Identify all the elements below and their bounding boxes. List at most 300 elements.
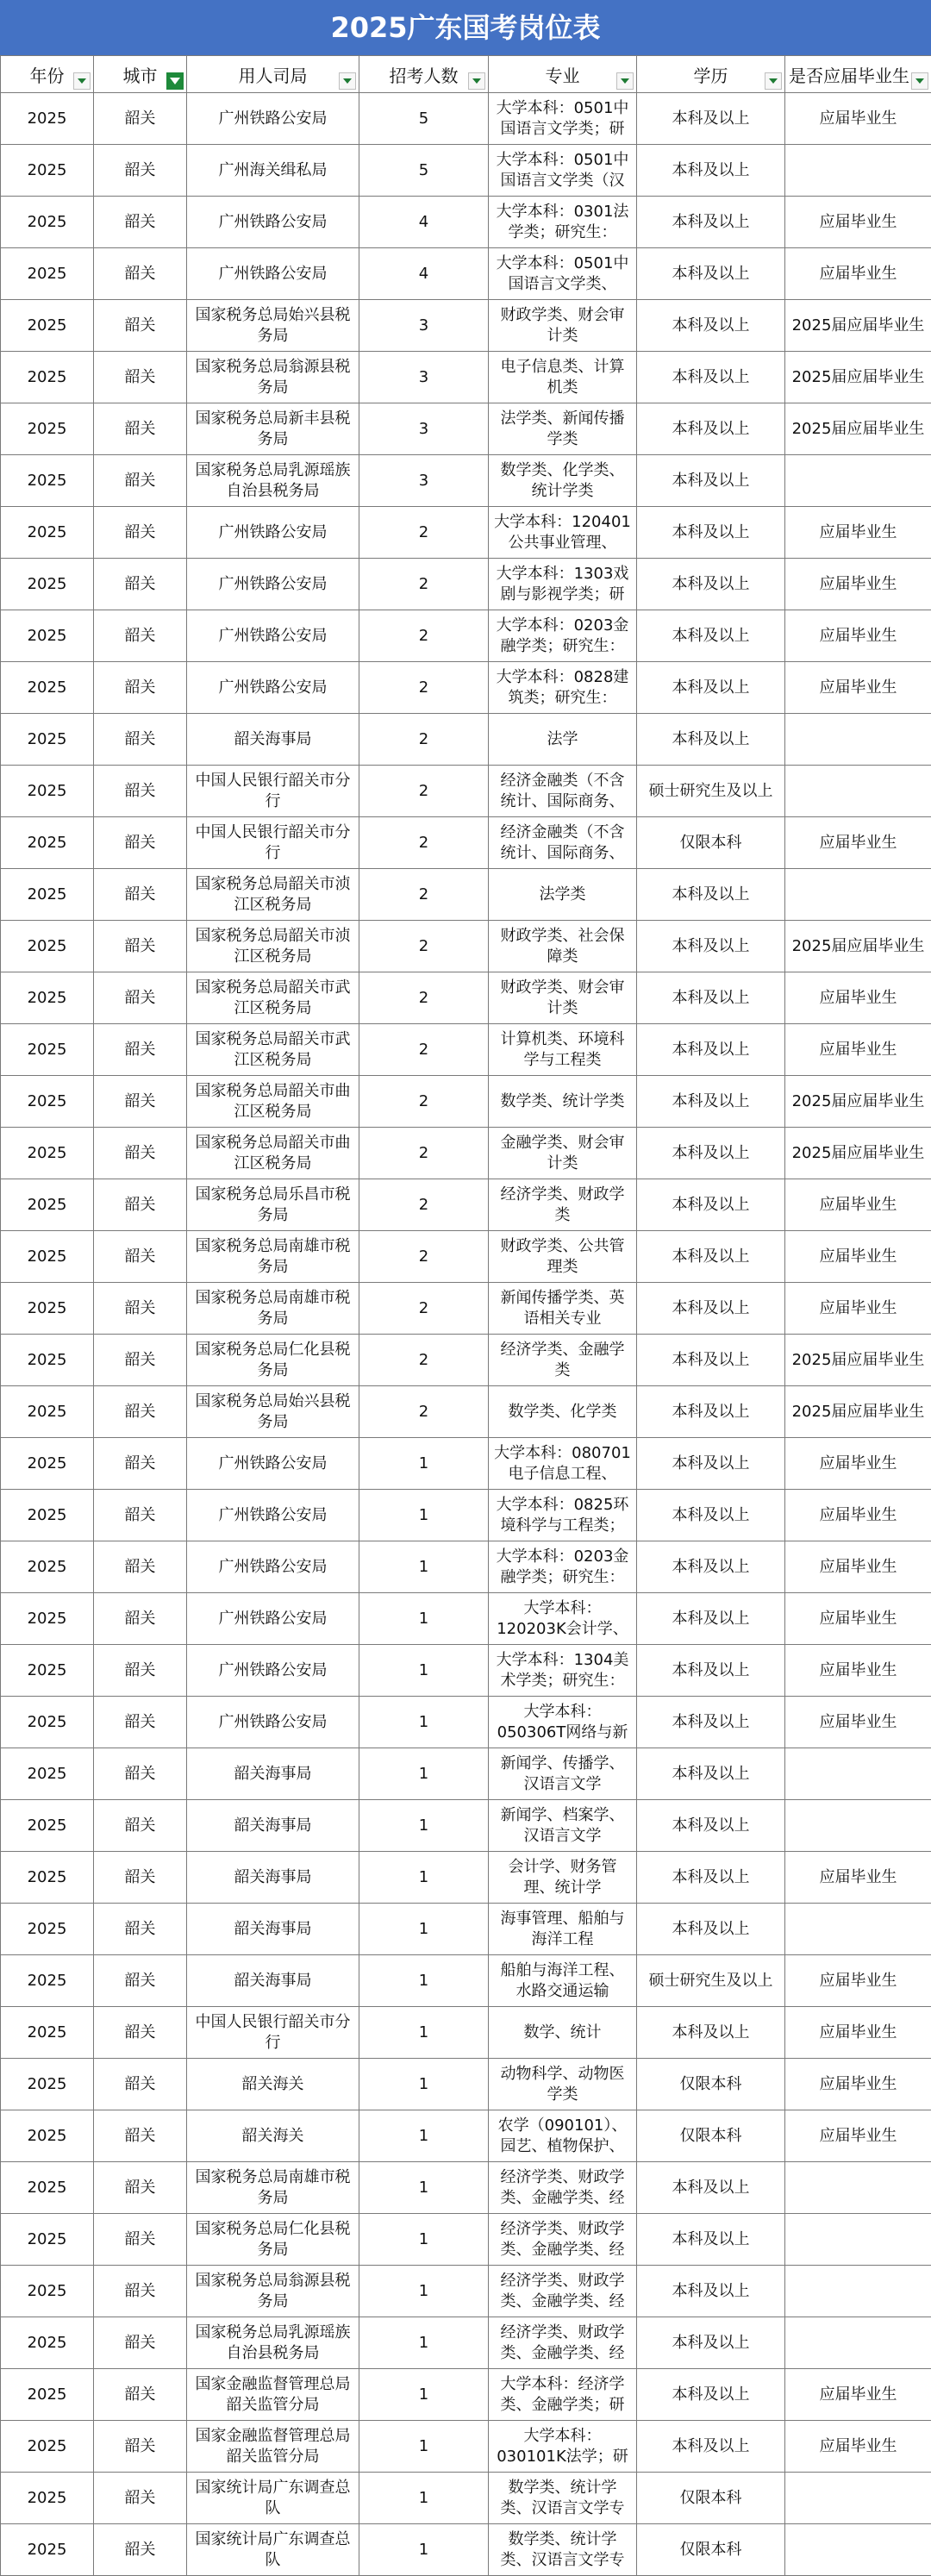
department-cell[interactable] bbox=[187, 1283, 359, 1335]
year-cell[interactable]: 2025 bbox=[1, 2059, 94, 2110]
year-cell[interactable]: 2025 bbox=[1, 714, 94, 766]
department-cell[interactable] bbox=[187, 197, 359, 248]
fresh-graduate-cell[interactable]: 应届毕业生 bbox=[785, 610, 931, 662]
education-cell[interactable]: 本科及以上 bbox=[637, 1748, 785, 1800]
city-cell[interactable]: 韶关 bbox=[94, 2317, 187, 2369]
fresh-graduate-cell[interactable]: 2025届应届毕业生 bbox=[785, 352, 931, 403]
year-cell[interactable]: 2025 bbox=[1, 197, 94, 248]
fresh-graduate-cell[interactable]: 2025届应届毕业生 bbox=[785, 1128, 931, 1179]
education-cell[interactable]: 本科及以上 bbox=[637, 972, 785, 1024]
education-cell[interactable]: 本科及以上 bbox=[637, 2266, 785, 2317]
fresh-graduate-cell[interactable]: 应届毕业生 bbox=[785, 1438, 931, 1490]
fresh-graduate-cell[interactable]: 应届毕业生 bbox=[785, 972, 931, 1024]
fresh-graduate-cell[interactable]: 应届毕业生 bbox=[785, 197, 931, 248]
year-cell[interactable]: 2025 bbox=[1, 1335, 94, 1386]
department-cell[interactable] bbox=[187, 921, 359, 972]
headcount-cell[interactable]: 1 bbox=[359, 1800, 489, 1852]
year-cell[interactable]: 2025 bbox=[1, 610, 94, 662]
headcount-cell[interactable]: 1 bbox=[359, 1490, 489, 1541]
major-cell[interactable] bbox=[489, 403, 637, 455]
city-cell[interactable]: 韶关 bbox=[94, 714, 187, 766]
department-cell[interactable] bbox=[187, 1541, 359, 1593]
city-cell[interactable]: 韶关 bbox=[94, 507, 187, 559]
headcount-cell[interactable]: 1 bbox=[359, 2214, 489, 2266]
department-cell[interactable] bbox=[187, 610, 359, 662]
fresh-graduate-cell[interactable]: 2025届应届毕业生 bbox=[785, 1076, 931, 1128]
fresh-graduate-cell[interactable]: 应届毕业生 bbox=[785, 2110, 931, 2162]
city-cell[interactable]: 韶关 bbox=[94, 403, 187, 455]
city-cell[interactable]: 韶关 bbox=[94, 610, 187, 662]
department-cell[interactable] bbox=[187, 869, 359, 921]
city-cell[interactable]: 韶关 bbox=[94, 1438, 187, 1490]
city-cell[interactable]: 韶关 bbox=[94, 145, 187, 197]
fresh-graduate-cell[interactable] bbox=[785, 1748, 931, 1800]
city-cell[interactable]: 韶关 bbox=[94, 2421, 187, 2473]
year-cell[interactable]: 2025 bbox=[1, 1904, 94, 1955]
year-cell[interactable]: 2025 bbox=[1, 248, 94, 300]
year-cell[interactable]: 2025 bbox=[1, 2421, 94, 2473]
city-cell[interactable]: 韶关 bbox=[94, 1697, 187, 1748]
city-cell[interactable]: 韶关 bbox=[94, 2162, 187, 2214]
headcount-cell[interactable]: 4 bbox=[359, 197, 489, 248]
fresh-graduate-cell[interactable]: 应届毕业生 bbox=[785, 1490, 931, 1541]
education-cell[interactable]: 本科及以上 bbox=[637, 1904, 785, 1955]
city-cell[interactable]: 韶关 bbox=[94, 2524, 187, 2576]
year-cell[interactable]: 2025 bbox=[1, 1076, 94, 1128]
major-cell[interactable] bbox=[489, 921, 637, 972]
fresh-graduate-cell[interactable]: 应届毕业生 bbox=[785, 1024, 931, 1076]
year-cell[interactable]: 2025 bbox=[1, 1283, 94, 1335]
major-cell[interactable] bbox=[489, 1541, 637, 1593]
education-cell[interactable]: 本科及以上 bbox=[637, 1386, 785, 1438]
education-cell[interactable]: 本科及以上 bbox=[637, 1179, 785, 1231]
year-cell[interactable]: 2025 bbox=[1, 2007, 94, 2059]
department-cell[interactable] bbox=[187, 2369, 359, 2421]
education-cell[interactable]: 仅限本科 bbox=[637, 817, 785, 869]
headcount-cell[interactable]: 2 bbox=[359, 921, 489, 972]
department-cell[interactable] bbox=[187, 2214, 359, 2266]
major-cell[interactable] bbox=[489, 2266, 637, 2317]
year-cell[interactable]: 2025 bbox=[1, 1490, 94, 1541]
headcount-cell[interactable]: 2 bbox=[359, 662, 489, 714]
headcount-cell[interactable]: 1 bbox=[359, 1541, 489, 1593]
department-cell[interactable] bbox=[187, 1904, 359, 1955]
fresh-graduate-cell[interactable]: 应届毕业生 bbox=[785, 93, 931, 145]
department-cell[interactable] bbox=[187, 1593, 359, 1645]
filter-dropdown-icon[interactable] bbox=[73, 72, 91, 90]
city-cell[interactable]: 韶关 bbox=[94, 1541, 187, 1593]
headcount-cell[interactable]: 2 bbox=[359, 1335, 489, 1386]
fresh-graduate-cell[interactable]: 应届毕业生 bbox=[785, 559, 931, 610]
city-cell[interactable]: 韶关 bbox=[94, 921, 187, 972]
headcount-cell[interactable]: 4 bbox=[359, 248, 489, 300]
department-cell[interactable] bbox=[187, 352, 359, 403]
year-cell[interactable]: 2025 bbox=[1, 662, 94, 714]
year-cell[interactable]: 2025 bbox=[1, 1593, 94, 1645]
city-cell[interactable]: 韶关 bbox=[94, 1955, 187, 2007]
city-cell[interactable]: 韶关 bbox=[94, 2369, 187, 2421]
major-cell[interactable] bbox=[489, 972, 637, 1024]
city-cell[interactable]: 韶关 bbox=[94, 1904, 187, 1955]
city-cell[interactable]: 韶关 bbox=[94, 300, 187, 352]
year-cell[interactable]: 2025 bbox=[1, 2110, 94, 2162]
education-cell[interactable]: 本科及以上 bbox=[637, 1128, 785, 1179]
department-cell[interactable] bbox=[187, 817, 359, 869]
department-cell[interactable] bbox=[187, 248, 359, 300]
headcount-cell[interactable]: 2 bbox=[359, 1076, 489, 1128]
education-cell[interactable]: 本科及以上 bbox=[637, 1024, 785, 1076]
department-cell[interactable] bbox=[187, 1231, 359, 1283]
year-cell[interactable]: 2025 bbox=[1, 2524, 94, 2576]
department-cell[interactable] bbox=[187, 1335, 359, 1386]
year-cell[interactable]: 2025 bbox=[1, 1128, 94, 1179]
education-cell[interactable]: 本科及以上 bbox=[637, 197, 785, 248]
headcount-cell[interactable]: 2 bbox=[359, 1386, 489, 1438]
city-cell[interactable]: 韶关 bbox=[94, 1128, 187, 1179]
education-cell[interactable]: 本科及以上 bbox=[637, 1541, 785, 1593]
department-cell[interactable] bbox=[187, 1438, 359, 1490]
education-cell[interactable]: 本科及以上 bbox=[637, 1076, 785, 1128]
year-cell[interactable]: 2025 bbox=[1, 1955, 94, 2007]
major-cell[interactable] bbox=[489, 300, 637, 352]
fresh-graduate-cell[interactable] bbox=[785, 714, 931, 766]
major-cell[interactable] bbox=[489, 2421, 637, 2473]
department-cell[interactable] bbox=[187, 1852, 359, 1904]
department-cell[interactable] bbox=[187, 145, 359, 197]
year-cell[interactable]: 2025 bbox=[1, 403, 94, 455]
year-cell[interactable]: 2025 bbox=[1, 1386, 94, 1438]
fresh-graduate-cell[interactable] bbox=[785, 869, 931, 921]
major-cell[interactable] bbox=[489, 2110, 637, 2162]
city-cell[interactable]: 韶关 bbox=[94, 2007, 187, 2059]
city-cell[interactable]: 韶关 bbox=[94, 93, 187, 145]
major-cell[interactable] bbox=[489, 2369, 637, 2421]
fresh-graduate-cell[interactable]: 应届毕业生 bbox=[785, 1541, 931, 1593]
headcount-cell[interactable]: 1 bbox=[359, 2524, 489, 2576]
year-cell[interactable]: 2025 bbox=[1, 2266, 94, 2317]
headcount-cell[interactable]: 1 bbox=[359, 1955, 489, 2007]
major-cell[interactable] bbox=[489, 1800, 637, 1852]
year-cell[interactable]: 2025 bbox=[1, 1800, 94, 1852]
city-cell[interactable]: 韶关 bbox=[94, 869, 187, 921]
fresh-graduate-cell[interactable] bbox=[785, 2266, 931, 2317]
fresh-graduate-cell[interactable]: 应届毕业生 bbox=[785, 817, 931, 869]
education-cell[interactable]: 本科及以上 bbox=[637, 1697, 785, 1748]
headcount-cell[interactable]: 2 bbox=[359, 507, 489, 559]
fresh-graduate-cell[interactable]: 应届毕业生 bbox=[785, 1283, 931, 1335]
headcount-cell[interactable]: 2 bbox=[359, 972, 489, 1024]
education-cell[interactable]: 本科及以上 bbox=[637, 2369, 785, 2421]
city-cell[interactable]: 韶关 bbox=[94, 2473, 187, 2524]
department-cell[interactable] bbox=[187, 1748, 359, 1800]
major-cell[interactable] bbox=[489, 507, 637, 559]
department-cell[interactable] bbox=[187, 2473, 359, 2524]
year-cell[interactable]: 2025 bbox=[1, 300, 94, 352]
major-cell[interactable] bbox=[489, 455, 637, 507]
major-cell[interactable] bbox=[489, 2473, 637, 2524]
department-cell[interactable] bbox=[187, 2524, 359, 2576]
year-cell[interactable]: 2025 bbox=[1, 972, 94, 1024]
year-cell[interactable]: 2025 bbox=[1, 1645, 94, 1697]
major-cell[interactable] bbox=[489, 2317, 637, 2369]
major-cell[interactable] bbox=[489, 559, 637, 610]
education-cell[interactable]: 硕士研究生及以上 bbox=[637, 766, 785, 817]
major-cell[interactable] bbox=[489, 1593, 637, 1645]
year-cell[interactable]: 2025 bbox=[1, 559, 94, 610]
department-cell[interactable] bbox=[187, 559, 359, 610]
major-cell[interactable] bbox=[489, 1231, 637, 1283]
education-cell[interactable]: 本科及以上 bbox=[637, 248, 785, 300]
fresh-graduate-cell[interactable]: 2025届应届毕业生 bbox=[785, 403, 931, 455]
headcount-cell[interactable]: 3 bbox=[359, 352, 489, 403]
fresh-graduate-cell[interactable] bbox=[785, 145, 931, 197]
year-cell[interactable]: 2025 bbox=[1, 2317, 94, 2369]
department-cell[interactable] bbox=[187, 662, 359, 714]
major-cell[interactable] bbox=[489, 1076, 637, 1128]
major-cell[interactable] bbox=[489, 817, 637, 869]
city-cell[interactable]: 韶关 bbox=[94, 2059, 187, 2110]
headcount-cell[interactable]: 2 bbox=[359, 869, 489, 921]
department-cell[interactable] bbox=[187, 2059, 359, 2110]
fresh-graduate-cell[interactable]: 2025届应届毕业生 bbox=[785, 300, 931, 352]
city-cell[interactable]: 韶关 bbox=[94, 662, 187, 714]
major-cell[interactable] bbox=[489, 1283, 637, 1335]
city-cell[interactable]: 韶关 bbox=[94, 1024, 187, 1076]
fresh-graduate-cell[interactable] bbox=[785, 2524, 931, 2576]
fresh-graduate-cell[interactable]: 2025届应届毕业生 bbox=[785, 1386, 931, 1438]
city-cell[interactable]: 韶关 bbox=[94, 455, 187, 507]
education-cell[interactable]: 本科及以上 bbox=[637, 93, 785, 145]
headcount-cell[interactable]: 1 bbox=[359, 2266, 489, 2317]
city-cell[interactable]: 韶关 bbox=[94, 1231, 187, 1283]
department-cell[interactable] bbox=[187, 1697, 359, 1748]
headcount-cell[interactable]: 1 bbox=[359, 1748, 489, 1800]
education-cell[interactable]: 本科及以上 bbox=[637, 1800, 785, 1852]
headcount-cell[interactable]: 1 bbox=[359, 2473, 489, 2524]
headcount-cell[interactable]: 1 bbox=[359, 1645, 489, 1697]
fresh-graduate-cell[interactable] bbox=[785, 1904, 931, 1955]
headcount-cell[interactable]: 1 bbox=[359, 1438, 489, 1490]
fresh-graduate-cell[interactable]: 应届毕业生 bbox=[785, 2059, 931, 2110]
education-cell[interactable]: 本科及以上 bbox=[637, 403, 785, 455]
department-cell[interactable] bbox=[187, 1955, 359, 2007]
fresh-graduate-cell[interactable] bbox=[785, 2473, 931, 2524]
year-cell[interactable]: 2025 bbox=[1, 2473, 94, 2524]
filter-dropdown-icon[interactable] bbox=[765, 72, 782, 90]
major-cell[interactable] bbox=[489, 2007, 637, 2059]
headcount-cell[interactable]: 1 bbox=[359, 2421, 489, 2473]
department-cell[interactable] bbox=[187, 1179, 359, 1231]
major-cell[interactable] bbox=[489, 714, 637, 766]
fresh-graduate-cell[interactable]: 应届毕业生 bbox=[785, 1231, 931, 1283]
city-cell[interactable]: 韶关 bbox=[94, 2214, 187, 2266]
department-cell[interactable] bbox=[187, 1128, 359, 1179]
major-cell[interactable] bbox=[489, 145, 637, 197]
year-cell[interactable]: 2025 bbox=[1, 455, 94, 507]
major-cell[interactable] bbox=[489, 1024, 637, 1076]
headcount-cell[interactable]: 1 bbox=[359, 2059, 489, 2110]
major-cell[interactable] bbox=[489, 93, 637, 145]
major-cell[interactable] bbox=[489, 766, 637, 817]
headcount-cell[interactable]: 1 bbox=[359, 1697, 489, 1748]
education-cell[interactable]: 本科及以上 bbox=[637, 714, 785, 766]
education-cell[interactable]: 本科及以上 bbox=[637, 1490, 785, 1541]
education-cell[interactable]: 本科及以上 bbox=[637, 2317, 785, 2369]
headcount-cell[interactable]: 1 bbox=[359, 2007, 489, 2059]
headcount-cell[interactable]: 1 bbox=[359, 1593, 489, 1645]
fresh-graduate-cell[interactable] bbox=[785, 2162, 931, 2214]
headcount-cell[interactable]: 3 bbox=[359, 455, 489, 507]
major-cell[interactable] bbox=[489, 1438, 637, 1490]
major-cell[interactable] bbox=[489, 248, 637, 300]
year-cell[interactable]: 2025 bbox=[1, 507, 94, 559]
fresh-graduate-cell[interactable] bbox=[785, 455, 931, 507]
department-cell[interactable] bbox=[187, 1024, 359, 1076]
major-cell[interactable] bbox=[489, 1852, 637, 1904]
city-cell[interactable]: 韶关 bbox=[94, 1335, 187, 1386]
major-cell[interactable] bbox=[489, 197, 637, 248]
city-cell[interactable]: 韶关 bbox=[94, 817, 187, 869]
city-cell[interactable]: 韶关 bbox=[94, 1386, 187, 1438]
education-cell[interactable]: 仅限本科 bbox=[637, 2524, 785, 2576]
fresh-graduate-cell[interactable]: 应届毕业生 bbox=[785, 1955, 931, 2007]
fresh-graduate-cell[interactable]: 应届毕业生 bbox=[785, 1179, 931, 1231]
headcount-cell[interactable]: 3 bbox=[359, 403, 489, 455]
year-cell[interactable]: 2025 bbox=[1, 145, 94, 197]
education-cell[interactable]: 本科及以上 bbox=[637, 1231, 785, 1283]
headcount-cell[interactable]: 3 bbox=[359, 300, 489, 352]
department-cell[interactable] bbox=[187, 1076, 359, 1128]
headcount-cell[interactable]: 5 bbox=[359, 145, 489, 197]
city-cell[interactable]: 韶关 bbox=[94, 2110, 187, 2162]
city-cell[interactable]: 韶关 bbox=[94, 1593, 187, 1645]
education-cell[interactable]: 本科及以上 bbox=[637, 921, 785, 972]
fresh-graduate-cell[interactable] bbox=[785, 2317, 931, 2369]
major-cell[interactable] bbox=[489, 2162, 637, 2214]
education-cell[interactable]: 本科及以上 bbox=[637, 662, 785, 714]
year-cell[interactable]: 2025 bbox=[1, 93, 94, 145]
filter-active-funnel-icon[interactable] bbox=[166, 72, 184, 90]
education-cell[interactable]: 本科及以上 bbox=[637, 455, 785, 507]
filter-dropdown-icon[interactable] bbox=[911, 72, 928, 90]
department-cell[interactable] bbox=[187, 93, 359, 145]
year-cell[interactable]: 2025 bbox=[1, 869, 94, 921]
headcount-cell[interactable]: 2 bbox=[359, 1024, 489, 1076]
city-cell[interactable]: 韶关 bbox=[94, 1076, 187, 1128]
education-cell[interactable]: 本科及以上 bbox=[637, 1335, 785, 1386]
fresh-graduate-cell[interactable]: 应届毕业生 bbox=[785, 1697, 931, 1748]
city-cell[interactable]: 韶关 bbox=[94, 1748, 187, 1800]
headcount-cell[interactable]: 2 bbox=[359, 817, 489, 869]
city-cell[interactable]: 韶关 bbox=[94, 1645, 187, 1697]
headcount-cell[interactable]: 2 bbox=[359, 1283, 489, 1335]
fresh-graduate-cell[interactable]: 应届毕业生 bbox=[785, 2421, 931, 2473]
education-cell[interactable]: 仅限本科 bbox=[637, 2059, 785, 2110]
education-cell[interactable]: 本科及以上 bbox=[637, 1283, 785, 1335]
major-cell[interactable] bbox=[489, 1335, 637, 1386]
fresh-graduate-cell[interactable] bbox=[785, 2214, 931, 2266]
city-cell[interactable]: 韶关 bbox=[94, 972, 187, 1024]
education-cell[interactable]: 仅限本科 bbox=[637, 2473, 785, 2524]
education-cell[interactable]: 本科及以上 bbox=[637, 2421, 785, 2473]
department-cell[interactable] bbox=[187, 300, 359, 352]
year-cell[interactable]: 2025 bbox=[1, 1179, 94, 1231]
education-cell[interactable]: 本科及以上 bbox=[637, 869, 785, 921]
department-cell[interactable] bbox=[187, 766, 359, 817]
city-cell[interactable]: 韶关 bbox=[94, 248, 187, 300]
filter-dropdown-icon[interactable] bbox=[468, 72, 485, 90]
headcount-cell[interactable]: 2 bbox=[359, 766, 489, 817]
city-cell[interactable]: 韶关 bbox=[94, 559, 187, 610]
department-cell[interactable] bbox=[187, 2266, 359, 2317]
fresh-graduate-cell[interactable]: 应届毕业生 bbox=[785, 1593, 931, 1645]
department-cell[interactable] bbox=[187, 403, 359, 455]
major-cell[interactable] bbox=[489, 1645, 637, 1697]
department-cell[interactable] bbox=[187, 2421, 359, 2473]
major-cell[interactable] bbox=[489, 2524, 637, 2576]
filter-dropdown-icon[interactable] bbox=[616, 72, 634, 90]
department-cell[interactable] bbox=[187, 2162, 359, 2214]
city-cell[interactable]: 韶关 bbox=[94, 1283, 187, 1335]
city-cell[interactable]: 韶关 bbox=[94, 352, 187, 403]
major-cell[interactable] bbox=[489, 1904, 637, 1955]
year-cell[interactable]: 2025 bbox=[1, 1438, 94, 1490]
fresh-graduate-cell[interactable]: 应届毕业生 bbox=[785, 2369, 931, 2421]
education-cell[interactable]: 本科及以上 bbox=[637, 507, 785, 559]
headcount-cell[interactable]: 1 bbox=[359, 2369, 489, 2421]
major-cell[interactable] bbox=[489, 1955, 637, 2007]
major-cell[interactable] bbox=[489, 1490, 637, 1541]
headcount-cell[interactable]: 2 bbox=[359, 1128, 489, 1179]
fresh-graduate-cell[interactable]: 2025届应届毕业生 bbox=[785, 921, 931, 972]
city-cell[interactable]: 韶关 bbox=[94, 2266, 187, 2317]
year-cell[interactable]: 2025 bbox=[1, 817, 94, 869]
major-cell[interactable] bbox=[489, 610, 637, 662]
year-cell[interactable]: 2025 bbox=[1, 1852, 94, 1904]
department-cell[interactable] bbox=[187, 972, 359, 1024]
education-cell[interactable]: 本科及以上 bbox=[637, 2007, 785, 2059]
education-cell[interactable]: 本科及以上 bbox=[637, 145, 785, 197]
headcount-cell[interactable]: 2 bbox=[359, 559, 489, 610]
major-cell[interactable] bbox=[489, 2059, 637, 2110]
city-cell[interactable]: 韶关 bbox=[94, 766, 187, 817]
fresh-graduate-cell[interactable]: 应届毕业生 bbox=[785, 2007, 931, 2059]
city-cell[interactable]: 韶关 bbox=[94, 1490, 187, 1541]
education-cell[interactable]: 本科及以上 bbox=[637, 610, 785, 662]
department-cell[interactable] bbox=[187, 1386, 359, 1438]
major-cell[interactable] bbox=[489, 1748, 637, 1800]
fresh-graduate-cell[interactable]: 应届毕业生 bbox=[785, 507, 931, 559]
year-cell[interactable]: 2025 bbox=[1, 766, 94, 817]
year-cell[interactable]: 2025 bbox=[1, 2214, 94, 2266]
fresh-graduate-cell[interactable]: 应届毕业生 bbox=[785, 662, 931, 714]
department-cell[interactable] bbox=[187, 2110, 359, 2162]
year-cell[interactable]: 2025 bbox=[1, 1697, 94, 1748]
major-cell[interactable] bbox=[489, 662, 637, 714]
headcount-cell[interactable]: 1 bbox=[359, 2162, 489, 2214]
major-cell[interactable] bbox=[489, 1697, 637, 1748]
major-cell[interactable] bbox=[489, 2214, 637, 2266]
education-cell[interactable]: 本科及以上 bbox=[637, 559, 785, 610]
headcount-cell[interactable]: 2 bbox=[359, 714, 489, 766]
fresh-graduate-cell[interactable]: 应届毕业生 bbox=[785, 248, 931, 300]
city-cell[interactable]: 韶关 bbox=[94, 197, 187, 248]
department-cell[interactable] bbox=[187, 1490, 359, 1541]
year-cell[interactable]: 2025 bbox=[1, 1024, 94, 1076]
year-cell[interactable]: 2025 bbox=[1, 352, 94, 403]
department-cell[interactable] bbox=[187, 2317, 359, 2369]
education-cell[interactable]: 硕士研究生及以上 bbox=[637, 1955, 785, 2007]
